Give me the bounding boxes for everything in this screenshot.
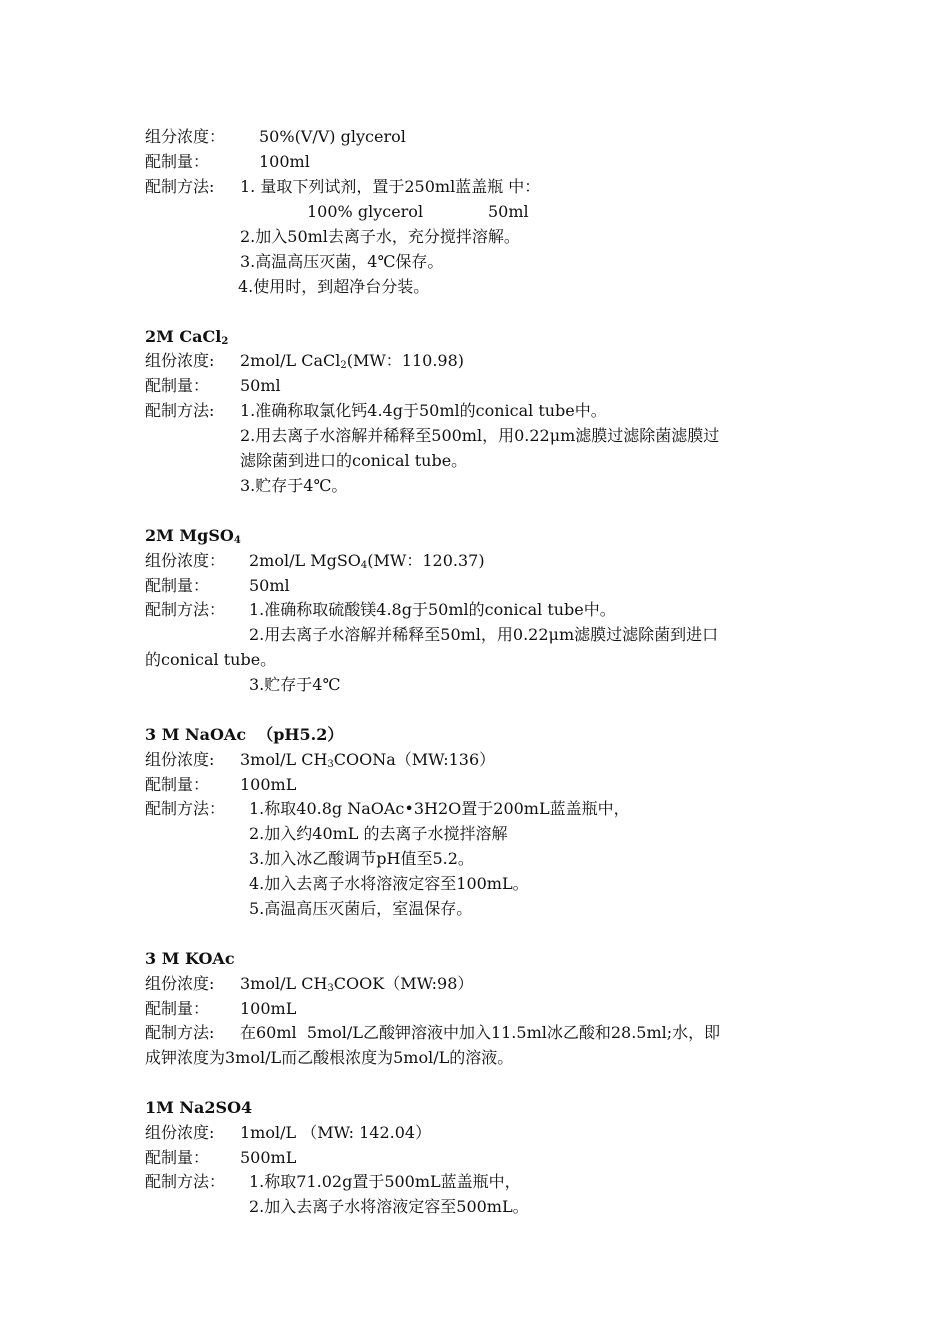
cacl2-step-3: 3.贮存于4℃。 [240, 476, 348, 495]
cacl2-conc-pre: 2mol/L CaCl [240, 351, 341, 370]
koac-title: 3 M KOAc [145, 949, 235, 968]
cacl2-step-1: 1.准确称取氯化钙4.4g于50ml的conical tube中。 [240, 401, 607, 420]
mgso4-title [145, 525, 241, 547]
naoac-conc-label: 组份浓度: [145, 750, 215, 769]
koac-method-a: 在60ml 5mol/L乙酸钾溶液中加入11.5ml冰乙酸和28.5ml;水，即 [240, 1023, 721, 1042]
na2so4-amount-value: 500mL [240, 1148, 297, 1167]
glycerol-reagent-name: 100% glycerol [307, 202, 424, 221]
koac-method-label: 配制方法: [145, 1023, 215, 1042]
na2so4-step-1: 1.称取71.02g置于500mL蓝盖瓶中， [249, 1172, 521, 1191]
cacl2-conc-label: 组份浓度: [145, 351, 215, 370]
cacl2-title-main: 2M CaCl [145, 327, 222, 346]
naoac-step-2: 2.加入约40mL 的去离子水搅拌溶解 [249, 824, 508, 843]
cacl2-step-2b: 滤除菌到进口的conical tube。 [240, 451, 468, 470]
glycerol-step-4: 4.使用时，到超净台分装。 [238, 277, 430, 296]
na2so4-method-label: 配制方法： [145, 1172, 226, 1191]
glycerol-amount-label: 配制量： [145, 152, 210, 171]
mgso4-amount-label: 配制量： [145, 576, 210, 595]
glycerol-amount-value: 100ml [259, 152, 310, 171]
naoac-method-label: 配制方法： [145, 799, 226, 818]
koac-conc-label: 组份浓度: [145, 974, 215, 993]
koac-conc-value [240, 973, 473, 995]
naoac-step-4: 4.加入去离子水将溶液定容至100mL。 [249, 874, 529, 893]
naoac-conc-sub: 3 [327, 759, 334, 770]
mgso4-title-main: 2M MgSO [145, 526, 234, 545]
mgso4-step-2b: 的conical tube。 [145, 650, 277, 669]
mgso4-amount-value: 50ml [249, 576, 290, 595]
mgso4-step-2a: 2.用去离子水溶解并稀释至50ml，用0.22μm滤膜过滤除菌到进口 [249, 625, 719, 644]
na2so4-step-2: 2.加入去离子水将溶液定容至500mL。 [249, 1197, 529, 1216]
na2so4-amount-label: 配制量： [145, 1148, 210, 1167]
glycerol-reagent-amount: 50ml [488, 202, 529, 221]
koac-method-b: 成钾浓度为3mol/L而乙酸根浓度为5mol/L的溶液。 [145, 1048, 514, 1067]
cacl2-step-2a: 2.用去离子水溶解并稀释至500ml，用0.22μm滤膜过滤除菌滤膜过 [240, 426, 720, 445]
glycerol-conc-value: 50%(V/V) glycerol [259, 127, 406, 146]
cacl2-amount-label: 配制量： [145, 376, 210, 395]
cacl2-conc-sub: 2 [340, 360, 347, 371]
cacl2-title [145, 326, 228, 348]
na2so4-conc-label: 组份浓度: [145, 1123, 215, 1142]
cacl2-title-sub: 2 [221, 336, 229, 347]
koac-conc-sub: 3 [327, 983, 334, 994]
naoac-amount-value: 100mL [240, 775, 297, 794]
mgso4-conc-label: 组份浓度： [145, 551, 226, 570]
cacl2-conc-value [240, 350, 464, 372]
koac-amount-value: 100mL [240, 999, 297, 1018]
na2so4-title: 1M Na2SO4 [145, 1098, 253, 1117]
glycerol-step-2: 2.加入50ml去离子水，充分搅拌溶解。 [240, 227, 520, 246]
cacl2-conc-post: (MW：110.98) [346, 351, 465, 370]
cacl2-amount-value: 50ml [240, 376, 281, 395]
naoac-step-5: 5.高温高压灭菌后，室温保存。 [249, 899, 473, 918]
koac-amount-label: 配制量： [145, 999, 210, 1018]
na2so4-conc-value: 1mol/L （MW: 142.04） [240, 1123, 432, 1142]
mgso4-title-sub: 4 [233, 535, 241, 546]
glycerol-conc-label: 组分浓度： [145, 127, 226, 146]
naoac-conc-pre: 3mol/L CH [240, 750, 328, 769]
mgso4-step-3: 3.贮存于4℃ [249, 675, 341, 694]
glycerol-step-3: 3.高温高压灭菌，4℃保存。 [240, 252, 444, 271]
naoac-conc-value [240, 749, 495, 771]
naoac-title: 3 M NaOAc （pH5.2） [145, 725, 344, 744]
mgso4-conc-post: (MW：120.37) [367, 551, 485, 570]
naoac-step-1: 1.称取40.8g NaOAc•3H2O置于200mL蓝盖瓶中， [249, 799, 630, 818]
koac-conc-pre: 3mol/L CH [240, 974, 328, 993]
glycerol-method-label: 配制方法: [145, 177, 215, 196]
mgso4-conc-pre: 2mol/L MgSO [249, 551, 361, 570]
koac-conc-post: COOK（MW:98） [333, 974, 474, 993]
mgso4-method-label: 配制方法： [145, 600, 226, 619]
naoac-conc-post: COONa（MW:136） [333, 750, 496, 769]
mgso4-conc-value [249, 550, 485, 572]
naoac-step-3: 3.加入冰乙酸调节pH值至5.2。 [249, 849, 474, 868]
mgso4-conc-sub: 4 [360, 560, 368, 571]
naoac-amount-label: 配制量： [145, 775, 210, 794]
mgso4-step-1: 1.准确称取硫酸镁4.8g于50ml的conical tube中。 [249, 600, 616, 619]
glycerol-step-1: 1. 量取下列试剂，置于250ml蓝盖瓶 中： [240, 177, 541, 196]
cacl2-method-label: 配制方法: [145, 401, 215, 420]
